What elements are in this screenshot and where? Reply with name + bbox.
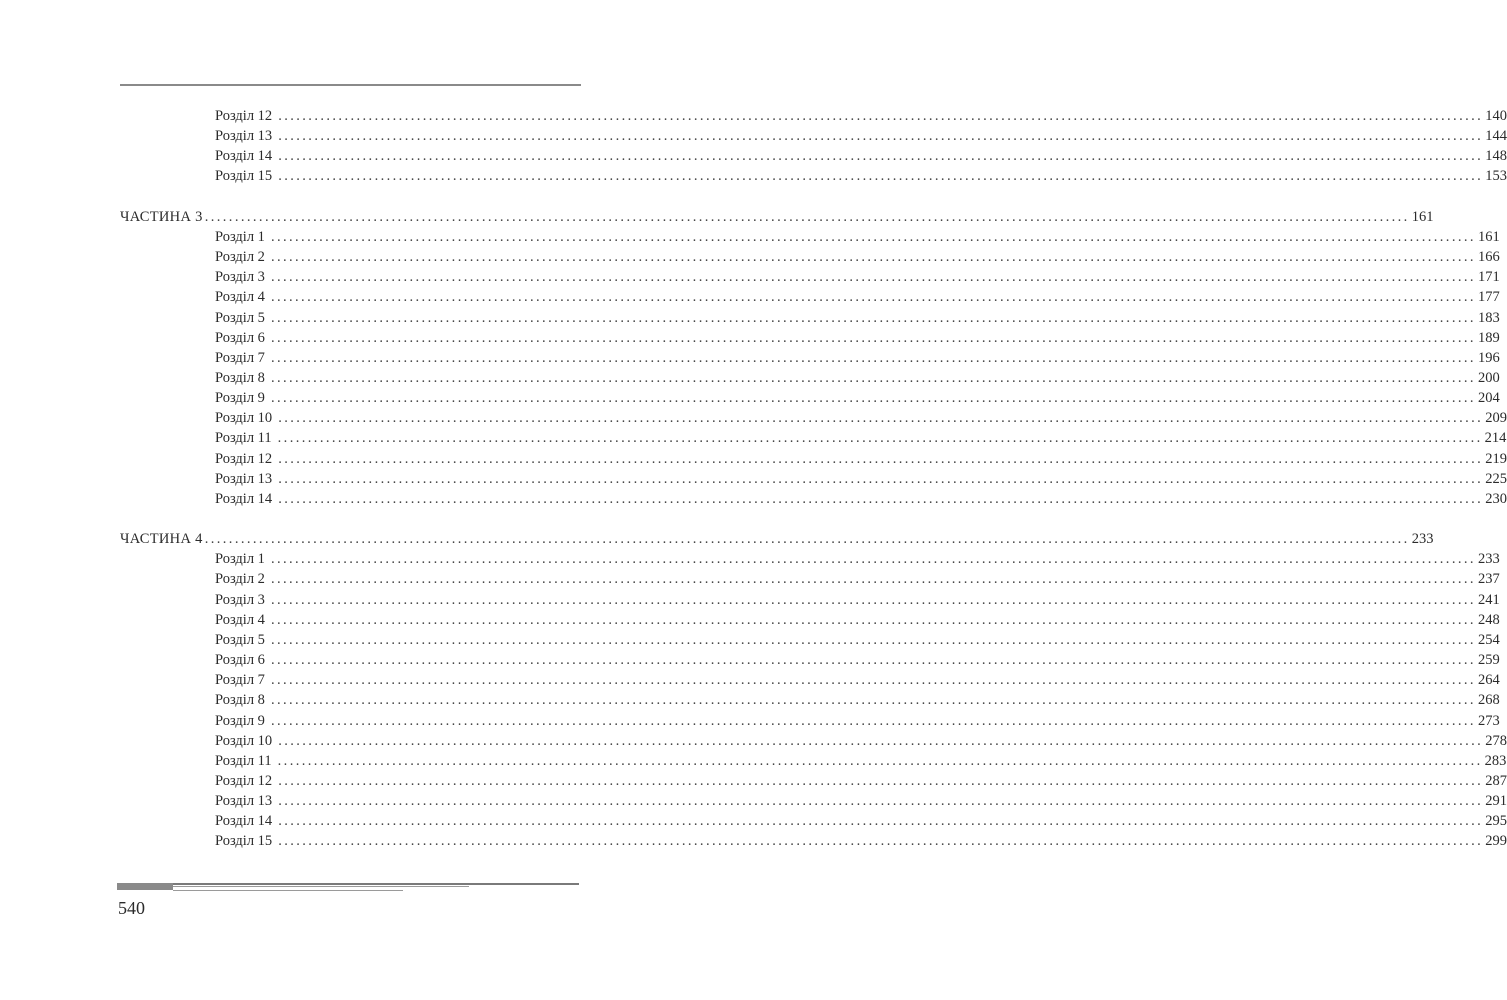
toc-entry-page: 214 [1484,430,1507,447]
dot-leader: ........................................................................................................................................................................................................ [270,369,1476,386]
dot-leader: ........................................................................................................................................................................................................ [270,289,1476,306]
dot-leader: ........................................................................................................................................................................................................ [270,631,1476,648]
toc-entry-label: Розділ 9 [215,712,265,729]
dot-leader: ........................................................................................................................................................................................................ [278,793,1484,810]
toc-entry-label: Розділ 3 [215,269,265,286]
dot-leader: ........................................................................................................................................................................................................ [277,752,1483,769]
header-rule [120,84,581,86]
dot-leader: ........................................................................................................................................................................................................ [270,329,1476,346]
dot-leader: ........................................................................................................................................................................................................ [278,410,1484,427]
toc-chapter-entry [215,549,1500,569]
page-number: 540 [118,898,145,918]
toc-entry-label: Розділ 13 [215,128,273,145]
dot-leader: ........................................................................................................................................................................................................ [278,450,1484,467]
toc-chapter-entry [215,650,1500,670]
dot-leader: ........................................................................................................................................................................................................ [278,833,1484,850]
dot-leader: ........................................................................................................................................................................................................ [278,108,1484,124]
toc-entry-label: Розділ 4 [215,289,265,306]
toc-entry-page: 219 [1485,450,1507,467]
dot-leader: ........................................................................................................................................................................................................ [278,772,1484,789]
toc-entry-page: 196 [1477,349,1500,366]
toc-chapter-entry [215,590,1500,610]
toc-entry-label: Розділ 5 [215,309,265,326]
toc-chapter-entry [215,569,1500,589]
toc-chapter-entry [215,308,1500,328]
toc-chapter-entry [215,348,1500,368]
dot-leader: ........................................................................................................................................................................................................ [270,309,1476,326]
toc-entry-page: 140 [1485,108,1507,124]
toc-entry-page: 171 [1477,269,1500,286]
toc-entry-page: 144 [1485,128,1507,145]
toc-part-entry [120,207,1434,227]
dot-leader: ........................................................................................................................................................................................................ [278,732,1484,749]
toc-entry-page: 166 [1477,249,1500,266]
toc-chapter-entry [215,670,1500,690]
dot-leader: ........................................................................................................................................................................................................ [270,390,1476,407]
dot-leader: ........................................................................................................................................................................................................ [270,672,1476,689]
toc-entry-page: 299 [1485,833,1507,850]
toc-entry-label: Розділ 13 [215,793,273,810]
toc-entry-page: 237 [1477,571,1500,588]
toc-entry-label: Розділ 8 [215,369,265,386]
toc-chapter-entry [215,368,1500,388]
toc-entry-label: Розділ 13 [215,470,273,487]
toc-entry-page: 183 [1477,309,1500,326]
dot-leader: ........................................................................................................................................................................................................ [270,692,1476,709]
dot-leader: ........................................................................................................................................................................................................ [278,813,1484,830]
toc-entry-page: 264 [1477,672,1500,689]
toc-chapter-entry [215,489,1507,509]
toc-chapter-entry [215,811,1507,831]
toc-chapter-entry [215,287,1500,307]
toc-chapter-entry [215,711,1500,731]
toc-entry-label: Розділ 11 [215,430,272,447]
toc-entry-label: Розділ 10 [215,732,273,749]
dot-leader: ........................................................................................................................................................................................................ [278,148,1484,165]
dot-leader: ........................................................................................................................................................................................................ [270,712,1476,729]
toc-entry-label: Розділ 9 [215,390,265,407]
toc-entry-label: Розділ 4 [215,611,265,628]
toc-chapter-entry [215,388,1500,408]
toc-entry-label: Розділ 11 [215,752,272,769]
toc-entry-label: Розділ 7 [215,349,265,366]
toc-entry-page: 209 [1485,410,1507,427]
dot-leader: ........................................................................................................................................................................................................ [270,652,1476,669]
toc-entry-label: Розділ 7 [215,672,265,689]
dot-leader: ........................................................................................................................................................................................................ [270,551,1476,568]
toc-chapter-entry [215,469,1507,489]
footer-rule-thin-line [173,886,469,887]
toc-entry-page: 204 [1477,390,1500,407]
toc-entry-label: Розділ 12 [215,450,273,467]
toc-entry-label: Розділ 6 [215,652,265,669]
toc-entry-page: 148 [1485,148,1507,165]
dot-leader: ........................................................................................................................................................................................................ [278,168,1484,185]
toc-chapter-entry [215,791,1507,811]
toc-entry-label: Розділ 14 [215,148,273,165]
dot-leader: ........................................................................................................................................................................................................ [270,349,1476,366]
toc-chapter-entry [215,771,1507,791]
toc-entry-label: Розділ 6 [215,329,265,346]
toc-chapter-entry [215,831,1507,851]
dot-leader: ........................................................................................................................................................................................................ [270,611,1476,628]
toc-entry-label: Розділ 14 [215,490,273,507]
toc-entry-page: 230 [1485,490,1507,507]
toc-chapter-entry [215,731,1507,751]
toc-entry-page: 233 [1477,551,1500,568]
toc-entry-page: 295 [1485,813,1507,830]
toc-part-entry [120,529,1434,549]
toc-entry-label: ЧАСТИНА 3 [120,208,203,225]
dot-leader: ........................................................................................................................................................................................................ [278,490,1484,507]
dot-leader: ........................................................................................................................................................................................................ [278,128,1484,145]
toc-entry-page: 287 [1485,772,1507,789]
toc-entry-page: 189 [1477,329,1500,346]
toc-entry-page: 259 [1477,652,1500,669]
toc-chapter-entry [215,610,1500,630]
dot-leader: ........................................................................................................................................................................................................ [270,591,1476,608]
toc-chapter-entry [215,751,1507,771]
toc-entry-page: 248 [1477,611,1500,628]
dot-leader: ........................................................................................................................................................................................................ [278,470,1484,487]
toc-chapter-entry [215,146,1507,166]
toc-entry-page: 273 [1477,712,1500,729]
dot-leader: ........................................................................................................................................................................................................ [204,208,1410,225]
toc-entry-label: Розділ 8 [215,692,265,709]
toc-entry-page: 153 [1485,168,1507,185]
dot-leader: ........................................................................................................................................................................................................ [270,249,1476,266]
toc-chapter-entry [215,428,1507,448]
toc-entry-page: 200 [1477,369,1500,386]
toc-entry-label: Розділ 1 [215,228,265,245]
toc-chapter-entry [215,690,1500,710]
dot-leader: ........................................................................................................................................................................................................ [270,228,1476,245]
dot-leader: ........................................................................................................................................................................................................ [277,430,1483,447]
toc-entry-label: Розділ 15 [215,168,273,185]
toc-entry-label: Розділ 5 [215,631,265,648]
footer-rule-short-line [173,890,403,891]
toc-entry-label: Розділ 2 [215,571,265,588]
dot-leader: ........................................................................................................................................................................................................ [270,571,1476,588]
toc-entry-label: Розділ 12 [215,108,273,124]
toc-chapter-entry [215,267,1500,287]
toc-entry-label: Розділ 12 [215,772,273,789]
toc-entry-page: 278 [1485,732,1507,749]
toc-entry-page: 268 [1477,692,1500,709]
toc-entry-label: Розділ 3 [215,591,265,608]
toc-entry-page: 225 [1485,470,1507,487]
toc-entry-label: Розділ 1 [215,551,265,568]
toc-entry-page: 161 [1411,208,1434,225]
dot-leader: ........................................................................................................................................................................................................ [270,269,1476,286]
dot-leader: ........................................................................................................................................................................................................ [204,531,1410,548]
toc-entry-page: 161 [1477,228,1500,245]
footer-rule-block [117,883,173,890]
toc-entry-page: 233 [1411,531,1434,548]
footer-rule [117,881,579,893]
toc-entry-page: 254 [1477,631,1500,648]
toc-entry-label: Розділ 2 [215,249,265,266]
toc-entry-label: Розділ 10 [215,410,273,427]
footer-rule-line [117,883,579,885]
toc-entry-page: 283 [1484,752,1507,769]
toc-chapter-entry [215,247,1500,267]
toc-chapter-entry [215,126,1507,146]
toc-chapter-entry [215,106,1507,126]
toc-entry-page: 177 [1477,289,1500,306]
toc-entry-page: 241 [1477,591,1500,608]
toc-entry-label: Розділ 15 [215,833,273,850]
toc-chapter-entry [215,328,1500,348]
toc-chapter-entry [215,449,1507,469]
toc-entry-page: 291 [1485,793,1507,810]
toc-entry-label: ЧАСТИНА 4 [120,531,203,548]
toc-chapter-entry [215,166,1507,186]
toc-chapter-entry [215,227,1500,247]
toc-entry-label: Розділ 14 [215,813,273,830]
toc-chapter-entry [215,408,1507,428]
toc-chapter-entry [215,630,1500,650]
